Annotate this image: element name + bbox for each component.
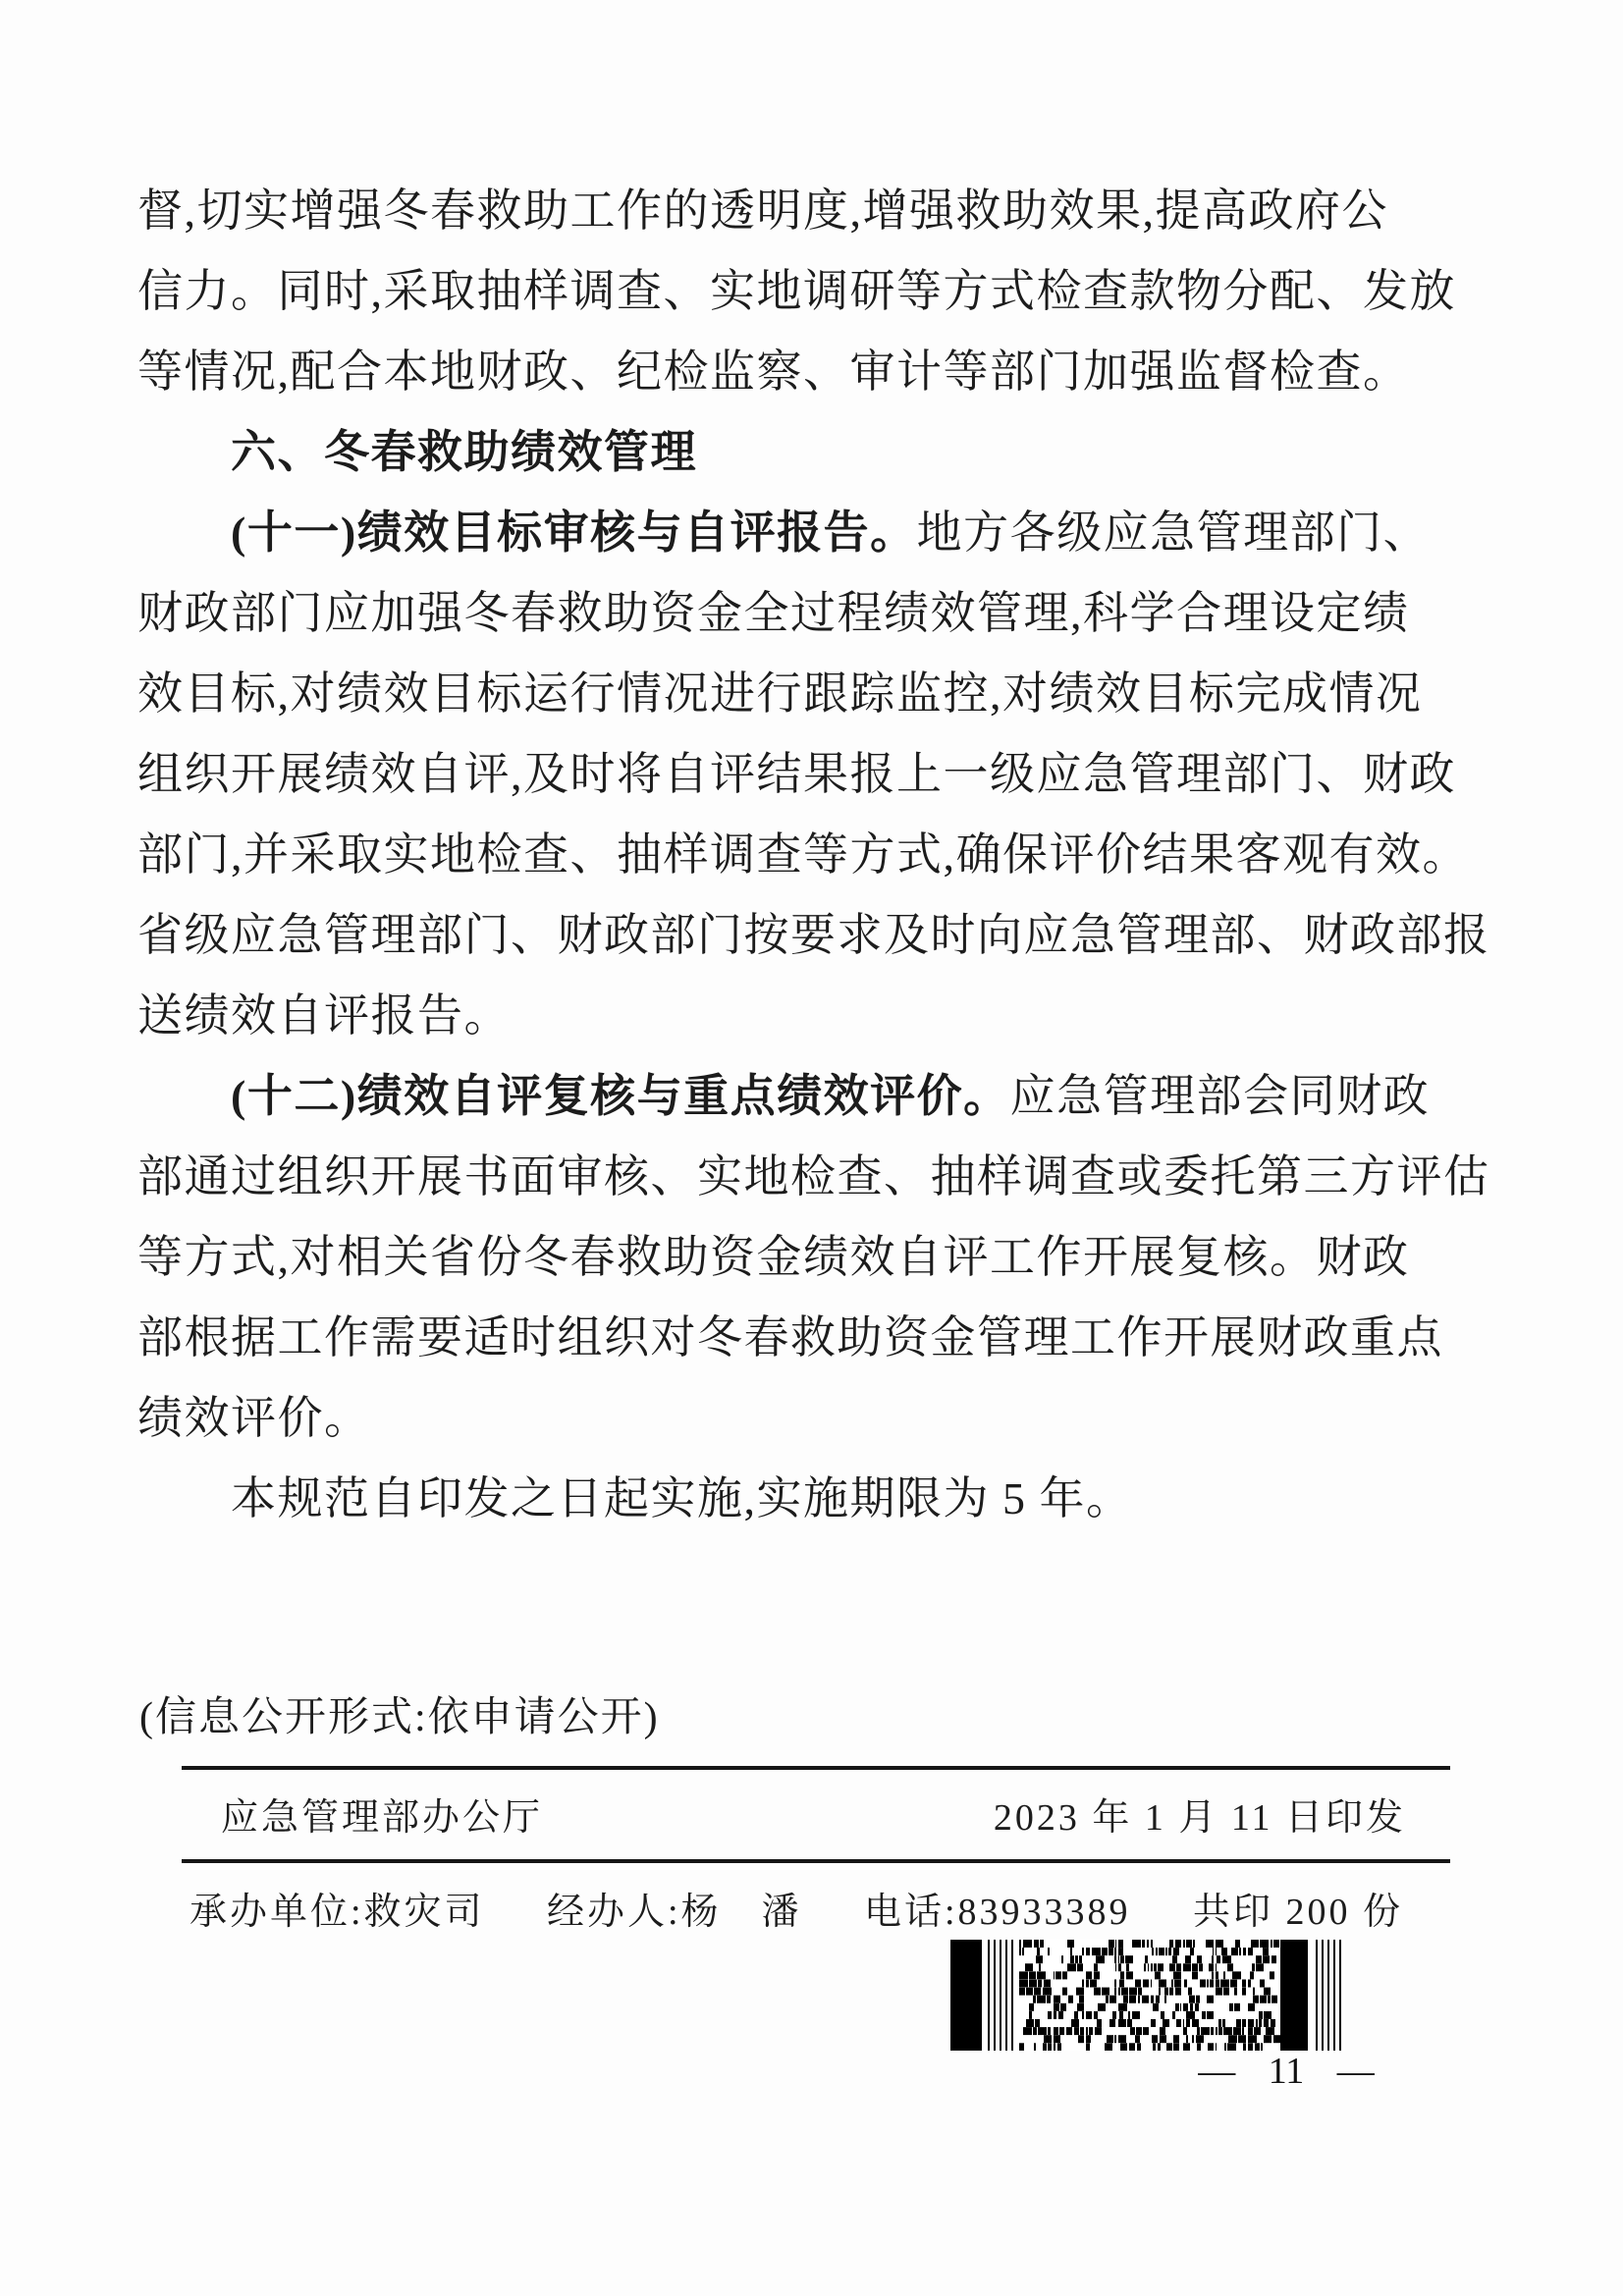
text-segment: 地方各级应急管理部门、 xyxy=(916,507,1431,558)
phone-number: 电话:83933389 xyxy=(863,1891,1131,1933)
text-segment: 等方式,对相关省份冬春救助资金绩效自评工作开展复核。财政 xyxy=(137,1232,1410,1282)
footer-contact-row xyxy=(182,1882,1450,1933)
print-copies: 共印 200 份 xyxy=(1192,1891,1403,1933)
document-body xyxy=(137,171,1497,1539)
text-line xyxy=(137,251,1497,332)
text-segment: 绩效评价。 xyxy=(137,1393,371,1443)
text-segment: 部门,并采取实地检查、抽样调查等方式,确保评价结果客观有效。 xyxy=(137,829,1469,880)
text-segment: 组织开展绩效自评,及时将自评结果报上一级应急管理部门、财政 xyxy=(137,749,1456,799)
text-line xyxy=(137,1459,1497,1539)
text-line xyxy=(137,1298,1497,1378)
footer-rule-bottom xyxy=(182,1859,1450,1863)
text-line xyxy=(137,1378,1497,1459)
text-segment-bold: (十二)绩效自评复核与重点绩效评价。 xyxy=(231,1071,1010,1121)
text-segment-bold: (十一)绩效目标审核与自评报告。 xyxy=(231,507,917,558)
handler-name: 经办人:杨 潘 xyxy=(546,1891,802,1933)
undertaking-unit: 承办单位:救灾司 xyxy=(189,1891,485,1933)
text-segment-bold: 六、冬春救助绩效管理 xyxy=(231,427,697,477)
text-line xyxy=(137,493,1497,573)
text-line xyxy=(137,332,1497,412)
issuing-office: 应急管理部办公厅 xyxy=(221,1796,544,1839)
text-line xyxy=(137,734,1497,815)
text-line xyxy=(137,1137,1497,1217)
text-segment: 本规范自印发之日起实施,实施期限为 5 年。 xyxy=(231,1473,1133,1523)
footer-rule-top xyxy=(182,1766,1450,1770)
page-number-dash-left: — xyxy=(1198,2051,1236,2092)
text-segment: 部通过组织开展书面审核、实地检查、抽样调查或委托第三方评估 xyxy=(137,1151,1490,1201)
text-segment: 效目标,对绩效目标运行情况进行跟踪监控,对绩效目标完成情况 xyxy=(137,668,1423,719)
text-segment: 部根据工作需要适时组织对冬春救助资金管理工作开展财政重点 xyxy=(137,1312,1443,1362)
text-segment: 等情况,配合本地财政、纪检监察、审计等部门加强监督检查。 xyxy=(137,347,1410,397)
text-segment: 送绩效自评报告。 xyxy=(137,990,511,1041)
disclosure-note: (信息公开形式:依申请公开) xyxy=(139,1695,660,1740)
text-segment: 应急管理部会同财政 xyxy=(1009,1071,1431,1121)
text-line xyxy=(137,573,1497,654)
text-line xyxy=(137,895,1497,976)
page-number-dash-right: — xyxy=(1336,2051,1375,2092)
text-line xyxy=(137,412,1497,493)
page-number-value: 11 xyxy=(1268,2051,1305,2092)
barcode-2d-image xyxy=(950,1940,1345,2051)
text-line xyxy=(137,171,1497,251)
text-segment: 省级应急管理部门、财政部门按要求及时向应急管理部、财政部报 xyxy=(137,910,1490,960)
text-segment: 督,切实增强冬春救助工作的透明度,增强救助效果,提高政府公 xyxy=(137,186,1388,236)
page-number xyxy=(1119,2050,1453,2093)
text-segment: 财政部门应加强冬春救助资金全过程绩效管理,科学合理设定绩 xyxy=(137,588,1410,638)
text-line xyxy=(137,815,1497,895)
text-line xyxy=(137,654,1497,734)
text-line xyxy=(137,1217,1497,1298)
print-date: 2023 年 1 月 11 日印发 xyxy=(993,1796,1406,1839)
footer-issuer-row xyxy=(182,1788,1450,1839)
text-line xyxy=(137,976,1497,1056)
text-line xyxy=(137,1056,1497,1137)
text-segment: 信力。同时,采取抽样调查、实地调研等方式检查款物分配、发放 xyxy=(137,266,1456,316)
